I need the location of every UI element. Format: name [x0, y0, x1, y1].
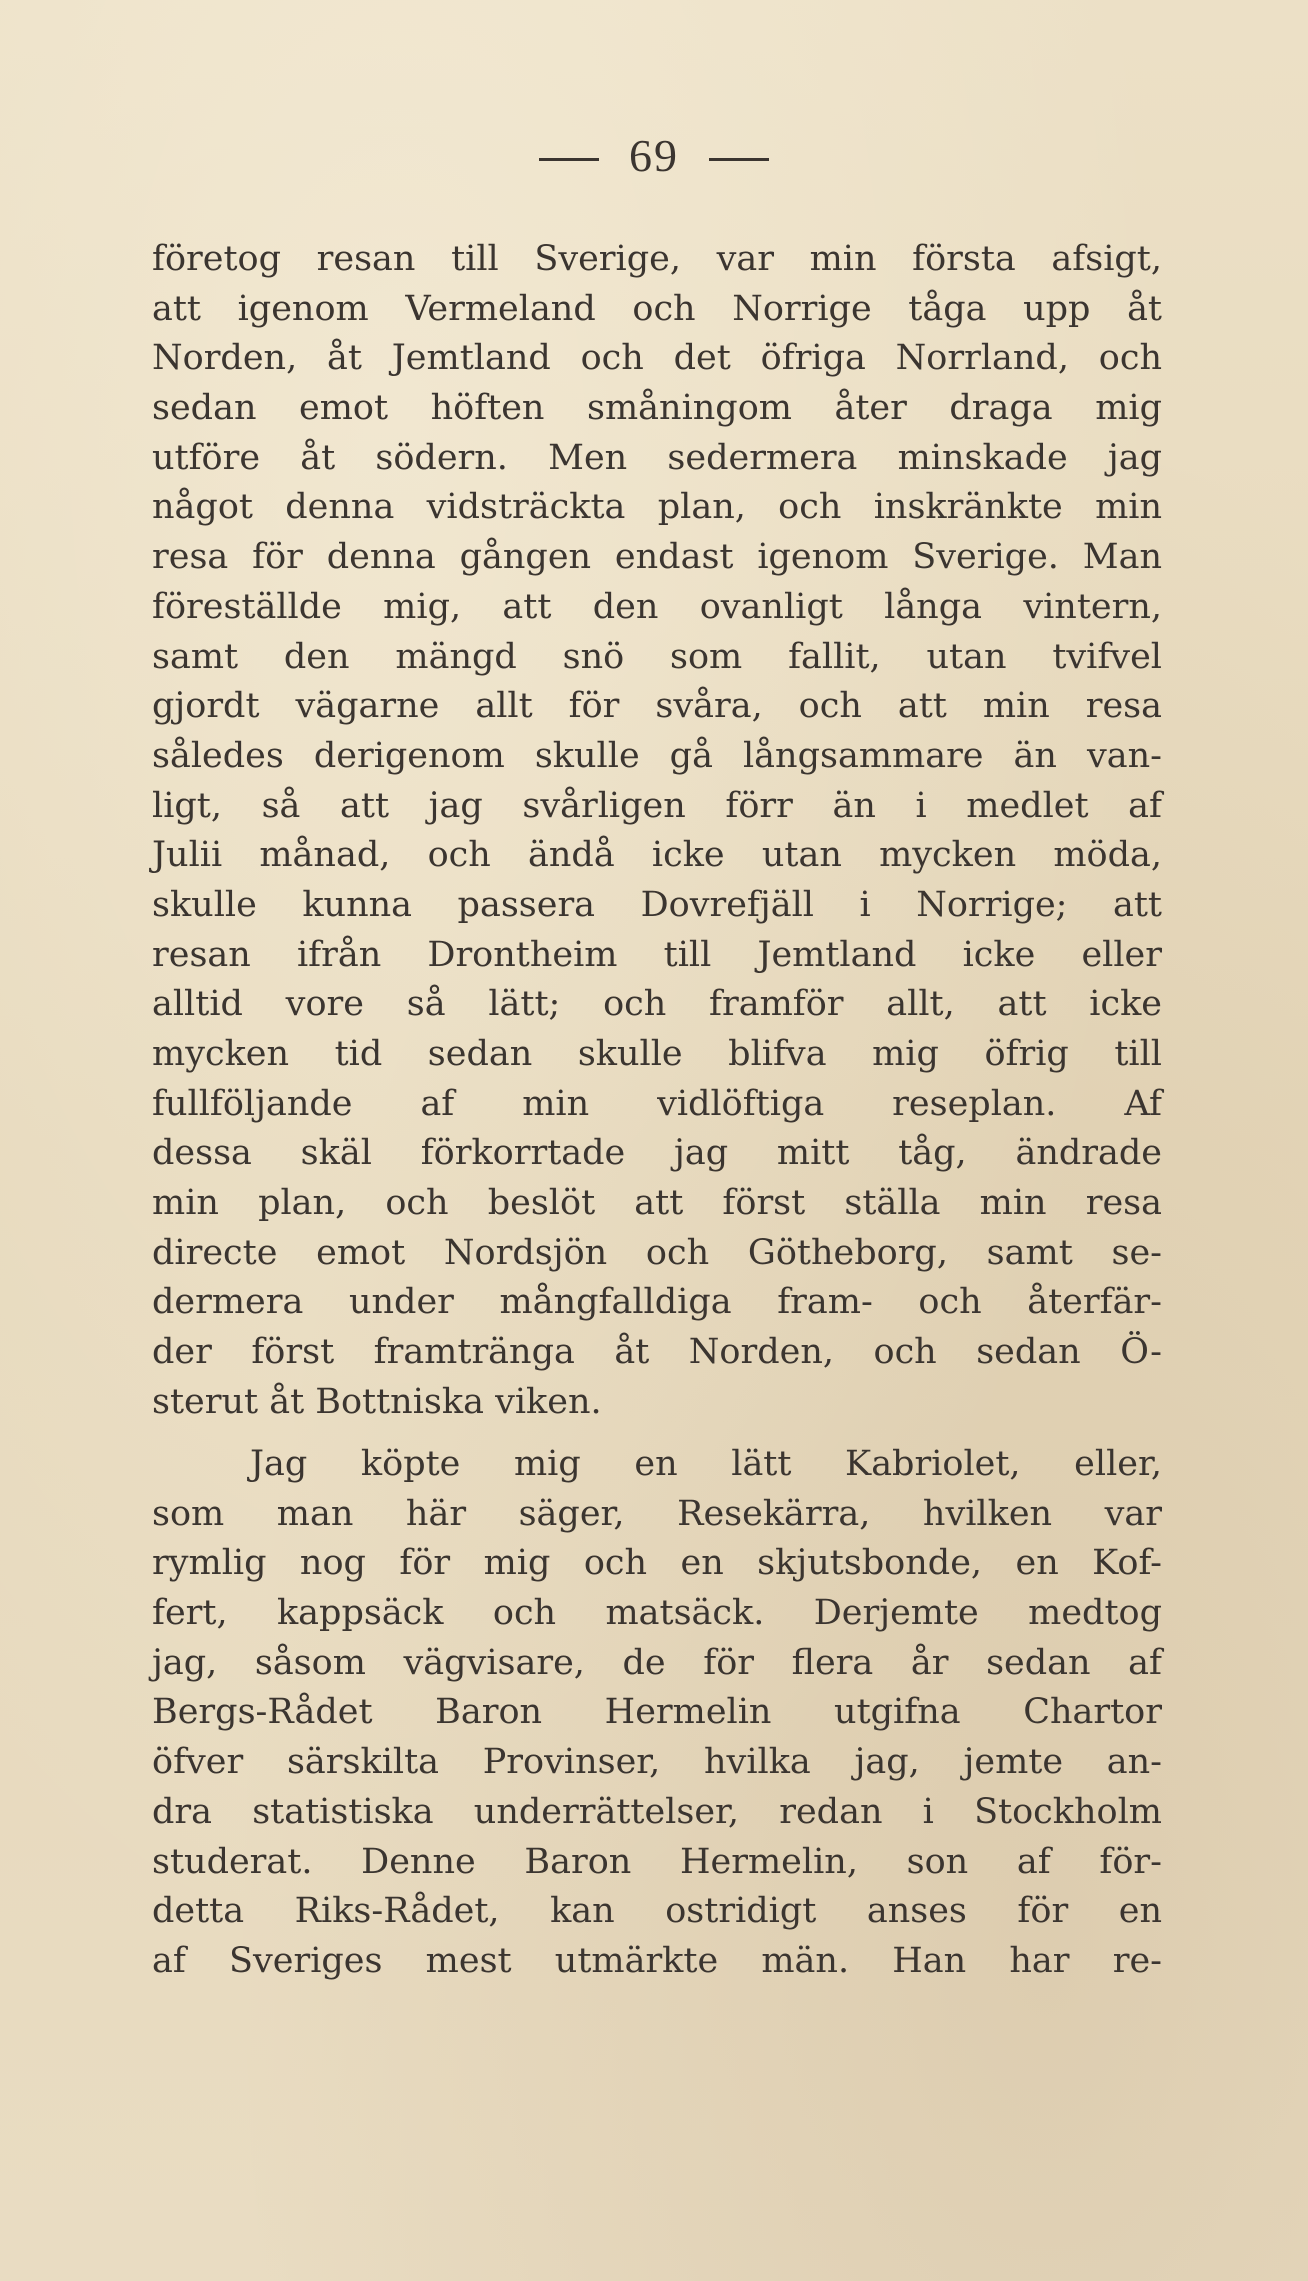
text-line: der först framtränga åt Norden, och sedan Ö-: [152, 1332, 1162, 1373]
text-line: sedan emot höften småningom åter draga mig: [152, 388, 1162, 429]
text-line: gjordt vägarne allt för svåra, och att min resa: [152, 686, 1162, 727]
text-line: min plan, och beslöt att först ställa min resa: [152, 1183, 1162, 1224]
text-line: resan ifrån Drontheim till Jemtland icke eller: [152, 934, 1162, 975]
text-line: dessa skäl förkorrtade jag mitt tåg, ändrade: [152, 1133, 1162, 1174]
text-line: något denna vidsträckta plan, och inskränkte min: [152, 487, 1162, 528]
text-line: Julii månad, och ändå icke utan mycken möda,: [152, 835, 1162, 876]
text-line: sterut åt Bottniska viken.: [152, 1381, 602, 1422]
text-line: således derigenom skulle gå långsammare än van-: [152, 735, 1162, 776]
text-line: ligt, så att jag svårligen förr än i medlet af: [152, 785, 1162, 826]
text-line: att igenom Vermeland och Norrige tåga upp åt: [152, 288, 1162, 329]
text-line: Norden, åt Jemtland och det öfriga Norrland, och: [152, 338, 1162, 379]
header-dash-left: [539, 158, 599, 161]
text-line: öfver särskilta Provinser, hvilka jag, jemte an-: [152, 1742, 1162, 1783]
text-line: resa för denna gången endast igenom Sverige. Man: [152, 537, 1162, 578]
text-line: föreställde mig, att den ovanligt långa vintern,: [152, 586, 1162, 627]
text-line: företog resan till Sverige, var min första afsigt,: [152, 239, 1162, 279]
text-line: Bergs-Rådet Baron Hermelin utgifna Chartor: [152, 1692, 1162, 1733]
text-line: Jag köpte mig en lätt Kabriolet, eller,: [250, 1444, 1162, 1484]
text-line: rymlig nog för mig och en skjutsbonde, en Kof-: [152, 1543, 1162, 1584]
text-line: studerat. Denne Baron Hermelin, son af för-: [152, 1841, 1162, 1882]
text-line: samt den mängd snö som fallit, utan tvifvel: [152, 636, 1162, 677]
text-line: dermera under mångfalldiga fram- och återfär-: [152, 1282, 1162, 1323]
text-line: detta Riks-Rådet, kan ostridigt anses för en: [152, 1891, 1162, 1932]
page-number: 69: [629, 130, 679, 181]
text-line: af Sveriges mest utmärkte män. Han har re-: [152, 1940, 1162, 1981]
text-line: som man här säger, Resekärra, hvilken var: [152, 1493, 1162, 1534]
text-line: fert, kappsäck och matsäck. Derjemte medtog: [152, 1593, 1162, 1634]
page-header: [0, 128, 1308, 182]
text-line: dra statistiska underrättelser, redan i Stockholm: [152, 1791, 1162, 1832]
text-line: directe emot Nordsjön och Götheborg, samt se-: [152, 1232, 1162, 1273]
text-line: alltid vore så lätt; och framför allt, att icke: [152, 984, 1162, 1025]
text-line: jag, såsom vägvisare, de för flera år sedan af: [152, 1642, 1162, 1683]
text-line: utföre åt södern. Men sedermera minskade jag: [152, 437, 1162, 478]
paragraph-2: [152, 1440, 1162, 1987]
paragraph-1: [152, 235, 1162, 1428]
header-dash-right: [709, 158, 769, 161]
text-line: skulle kunna passera Dovrefjäll i Norrige; att: [152, 884, 1162, 925]
text-line: mycken tid sedan skulle blifva mig öfrig till: [152, 1034, 1162, 1074]
text-line: fullföljande af min vidlöftiga reseplan. Af: [152, 1083, 1162, 1124]
